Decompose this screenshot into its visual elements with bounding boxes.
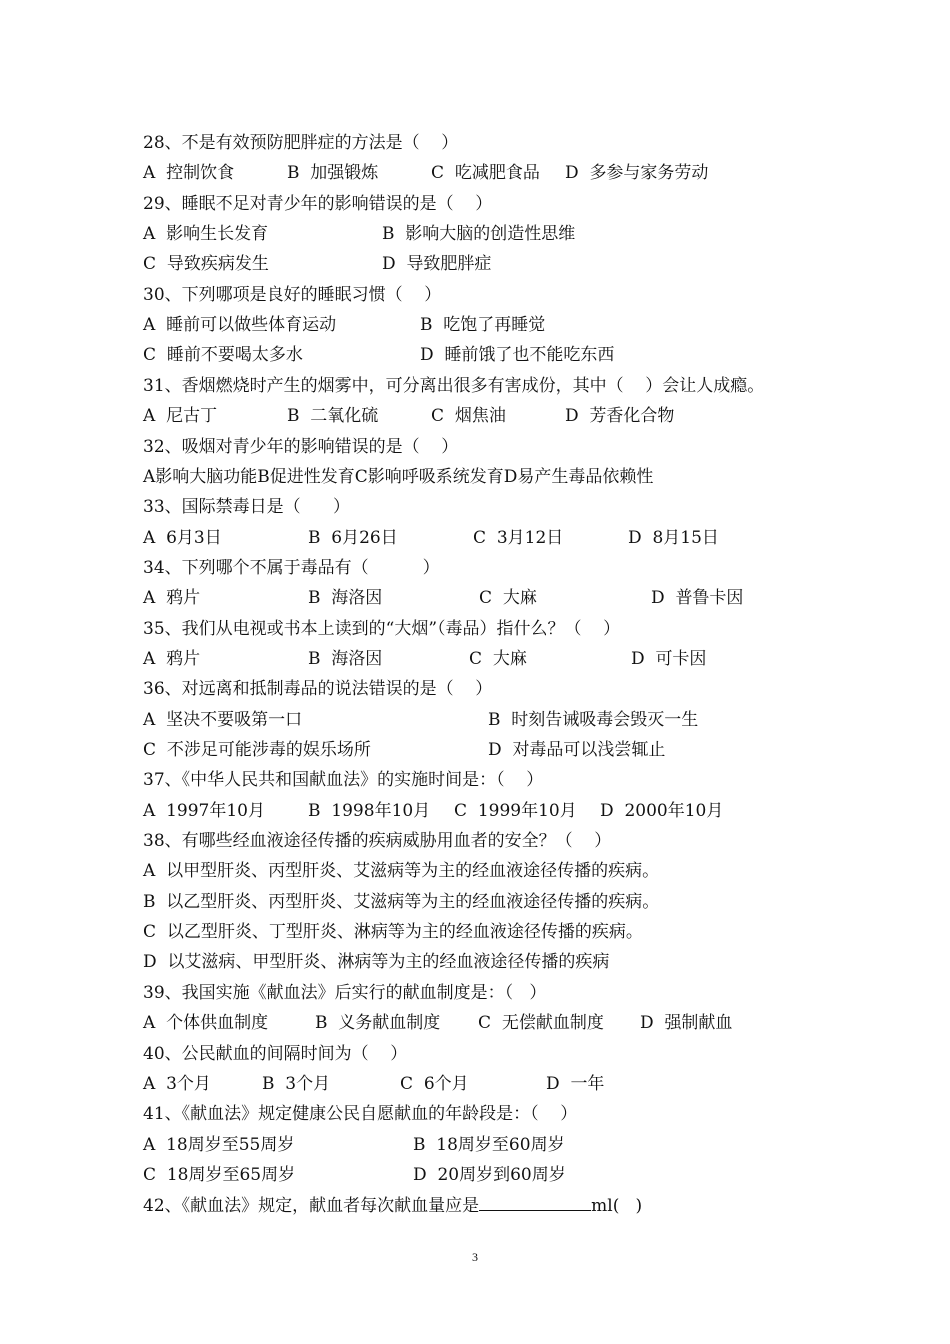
answer-option: C 大麻: [479, 588, 537, 608]
answer-option: D 睡前饿了也不能吃东西: [420, 345, 615, 365]
answer-option: D 对毒品可以浅尝辄止: [488, 740, 666, 760]
answer-option: D 普鲁卡因: [651, 588, 744, 608]
answer-option: B 二氧化硫: [287, 406, 379, 426]
question-text: 40、公民献血的间隔时间为（ ）: [143, 1044, 408, 1064]
question-text: 33、国际禁毒日是（ ）: [143, 497, 351, 517]
question-text: 29、睡眠不足对青少年的影响错误的是（ ）: [143, 194, 493, 214]
answer-option: B 影响大脑的创造性思维: [382, 224, 576, 244]
answer-option: A 3个月: [143, 1074, 211, 1094]
question-text: 37、《中华人民共和国献血法》的实施时间是：（ ）: [143, 770, 544, 790]
answer-option: A 鸦片: [143, 649, 201, 669]
answer-option: B 时刻告诫吸毒会毁灭一生: [488, 710, 699, 730]
answer-option: B 海洛因: [308, 649, 383, 669]
question-suffix: ml( ): [591, 1196, 643, 1216]
answer-option: A 睡前可以做些体育运动: [143, 315, 337, 335]
answer-option: C 1999年10月: [454, 801, 577, 821]
answer-option: B 18周岁至60周岁: [413, 1135, 565, 1155]
answer-option: A 个体供血制度: [143, 1013, 269, 1033]
fill-in-blank[interactable]: [479, 1194, 591, 1211]
answer-option: C 吃减肥食品: [431, 163, 540, 183]
question-42: [143, 1194, 642, 1217]
answer-option: A 6月3日: [143, 528, 222, 548]
answer-option: A 坚决不要吸第一口: [143, 710, 303, 730]
answer-option: A 控制饮食: [143, 163, 235, 183]
answer-option: D 20周岁到60周岁: [413, 1165, 566, 1185]
answer-option: C 不涉足可能涉毒的娱乐场所: [143, 740, 371, 760]
answer-option: A 18周岁至55周岁: [143, 1135, 295, 1155]
question-text: 35、我们从电视或书本上读到的“大烟”（毒品）指什么？（ ）: [143, 619, 621, 639]
answer-option: D 2000年10月: [600, 801, 724, 821]
answer-option: C 大麻: [469, 649, 527, 669]
answer-option: C 导致疾病发生: [143, 254, 269, 274]
answer-option: C 18周岁至65周岁: [143, 1165, 296, 1185]
question-text: 30、下列哪项是良好的睡眠习惯（ ）: [143, 285, 442, 305]
answer-option: D 一年: [546, 1074, 605, 1094]
answer-option: A 以甲型肝炎、丙型肝炎、艾滋病等为主的经血液途径传播的疾病。: [143, 861, 660, 881]
question-text: 38、有哪些经血液途径传播的疾病威胁用血者的安全？（ ）: [143, 831, 612, 851]
page-number: 3: [472, 1250, 478, 1264]
answer-option: C 以乙型肝炎、丁型肝炎、淋病等为主的经血液途径传播的疾病。: [143, 922, 643, 942]
answer-option: D 多参与家务劳动: [565, 163, 709, 183]
question-text: 39、我国实施《献血法》后实行的献血制度是：（ ）: [143, 983, 547, 1003]
answer-option: A影响大脑功能B促进性发育C影响呼吸系统发育D易产生毒品依赖性: [143, 467, 654, 487]
answer-option: B 1998年10月: [308, 801, 431, 821]
question-text: 32、吸烟对青少年的影响错误的是（ ）: [143, 437, 459, 457]
answer-option: C 6个月: [400, 1074, 469, 1094]
answer-option: A 尼古丁: [143, 406, 218, 426]
question-text: 31、香烟燃烧时产生的烟雾中，可分离出很多有害成份，其中（ ）会让人成瘾。: [143, 376, 765, 396]
answer-option: B 6月26日: [308, 528, 398, 548]
answer-option: D 以艾滋病、甲型肝炎、淋病等为主的经血液途径传播的疾病: [143, 952, 610, 972]
answer-option: A 鸦片: [143, 588, 201, 608]
answer-option: D 8月15日: [628, 528, 719, 548]
question-text: 41、《献血法》规定健康公民自愿献血的年龄段是：（ ）: [143, 1104, 578, 1124]
answer-option: B 加强锻炼: [287, 163, 379, 183]
answer-option: C 3月12日: [473, 528, 564, 548]
question-text: 34、下列哪个不属于毒品有（ ）: [143, 558, 440, 578]
question-text: 42、《献血法》规定，献血者每次献血量应是: [143, 1196, 480, 1216]
answer-option: A 1997年10月: [143, 801, 265, 821]
question-text: 36、对远离和抵制毒品的说法错误的是（ ）: [143, 679, 493, 699]
question-text: 28、不是有效预防肥胖症的方法是（ ）: [143, 133, 459, 153]
answer-option: D 可卡因: [631, 649, 707, 669]
answer-option: D 芳香化合物: [565, 406, 675, 426]
answer-option: C 烟焦油: [431, 406, 506, 426]
answer-option: B 3个月: [262, 1074, 331, 1094]
answer-option: D 导致肥胖症: [382, 254, 492, 274]
answer-option: C 睡前不要喝太多水: [143, 345, 303, 365]
answer-option: B 以乙型肝炎、丙型肝炎、艾滋病等为主的经血液途径传播的疾病。: [143, 892, 660, 912]
answer-option: B 吃饱了再睡觉: [420, 315, 546, 335]
answer-option: B 义务献血制度: [315, 1013, 441, 1033]
answer-option: A 影响生长发育: [143, 224, 269, 244]
answer-option: B 海洛因: [308, 588, 383, 608]
answer-option: C 无偿献血制度: [478, 1013, 604, 1033]
answer-option: D 强制献血: [640, 1013, 733, 1033]
